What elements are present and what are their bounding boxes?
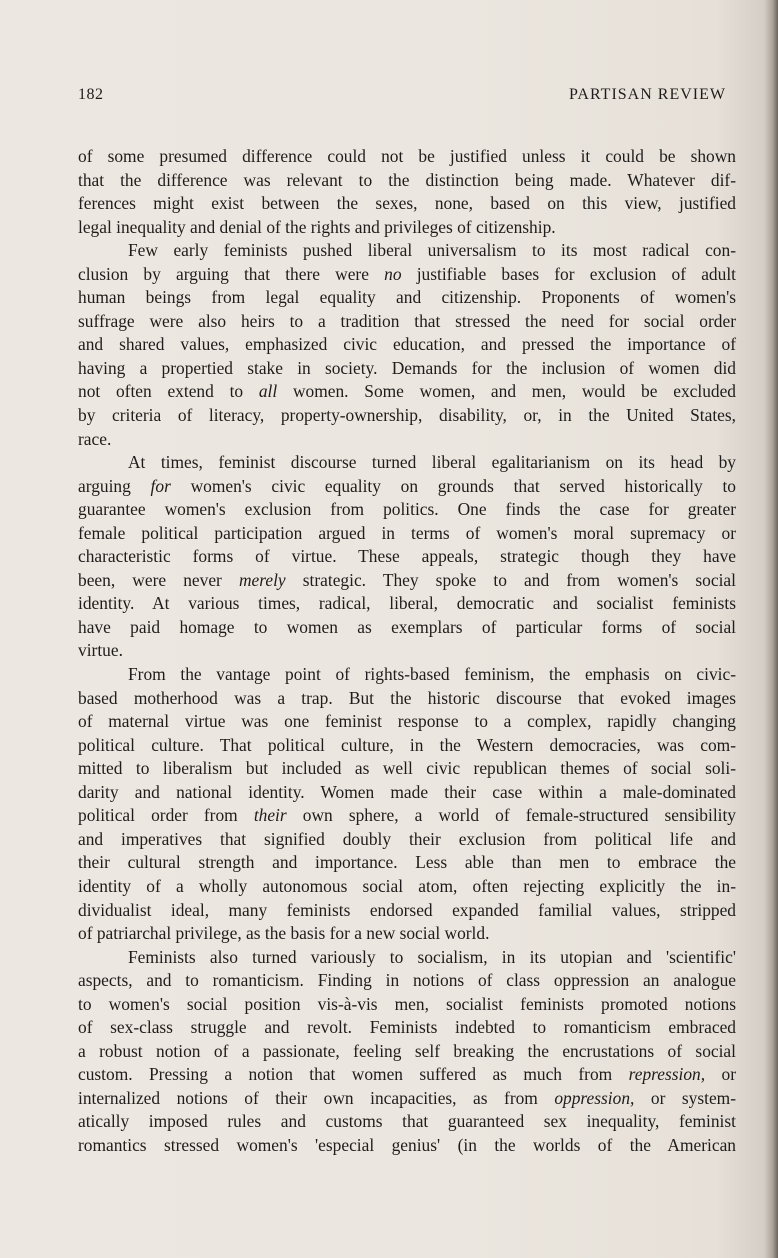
text-line: ferences might exist between the sexes, none, based on this view, justified [78,193,736,214]
text-line: race. [78,428,112,449]
text-line: having a propertied stake in society. Demands for the inclusion of women did [78,357,736,378]
text-line: and shared values, emphasized civic education, and pressed the importance of [78,334,736,355]
text-line: darity and national identity. Women made their case within a male-dominated [78,781,736,802]
text-line: identity of a wholly autonomous social atom, often rejecting explicitly the in- [78,875,736,896]
page-edge-shadow [764,0,778,1258]
text-line: aspects, and to romanticism. Finding in notions of class oppression an analogue [78,970,736,991]
text-line: political order from their own sphere, a world of female-structured sensibility [78,805,737,826]
text-line: characteristic forms of virtue. These appeals, strategic though they have [78,546,736,567]
italic-emphasis: their [253,805,287,826]
text-line: clusion by arguing that there were no justifiable bases for exclusion of adult [78,263,736,284]
italic-emphasis: merely [238,569,286,590]
text-line: romantics stressed women's 'especial genius' (in the worlds of the American [78,1134,736,1155]
text-line: been, were never merely strategic. They spoke to and from women's social [78,569,736,590]
text-line: a robust notion of a passionate, feeling self breaking the encrustations of social [78,1040,736,1061]
text-line: From the vantage point of rights-based feminism, the emphasis on civic- [128,664,736,685]
text-line: female political participation argued in terms of women's moral supremacy or [78,522,736,543]
text-line: Feminists also turned variously to socialism, in its utopian and 'scientific' [128,946,736,967]
page-number: 182 [78,86,104,103]
text-line: identity. At various times, radical, liberal, democratic and socialist feminists [78,593,736,614]
text-line: arguing for women's civic equality on grounds that served historically to [78,475,737,496]
text-line: virtue. [78,640,123,661]
italic-emphasis: oppression, [554,1087,635,1108]
text-line: that the difference was relevant to the distinction being made. Whatever dif- [78,169,736,190]
text-line: atically imposed rules and customs that guaranteed sex inequality, feminist [78,1111,736,1132]
text-line: to women's social position vis-à-vis men, socialist feminists promoted notions [78,993,736,1014]
running-head: PARTISAN REVIEW [568,86,726,103]
text-line: of sex-class struggle and revolt. Feminists indebted to romanticism embraced [78,1017,736,1038]
text-line: political culture. That political culture, in the Western democracies, was com- [78,734,736,755]
text-line: human beings from legal equality and citizenship. Proponents of women's [78,287,736,308]
italic-emphasis: for [150,475,171,496]
text-line: custom. Pressing a notion that women suffered as much from repression, or [78,1064,736,1085]
text-line: based motherhood was a trap. But the historic discourse that evoked images [78,687,736,708]
text-line: of maternal virtue was one feminist response to a complex, rapidly changing [78,711,736,732]
text-line: of patriarchal privilege, as the basis for a new social world. [78,923,490,944]
text-line: of some presumed difference could not be justified unless it could be shown [78,146,736,166]
italic-emphasis: repression, [628,1064,706,1085]
text-line: their cultural strength and importance. Less able than men to embrace the [78,852,736,873]
italic-emphasis: all [258,381,278,402]
text-line: Few early feminists pushed liberal universalism to its most radical con- [128,240,736,261]
text-line: At times, feminist discourse turned liberal egalitarianism on its head by [128,452,736,473]
text-line: by criteria of literacy, property-ownership, disability, or, in the United States, [78,405,736,426]
text-line: legal inequality and denial of the rights and privileges of citizenship. [78,216,556,237]
text-line: internalized notions of their own incapacities, as from oppression, or system- [78,1087,736,1108]
text-line: guarantee women's exclusion from politics. One finds the case for greater [78,499,736,520]
text-line: suffrage were also heirs to a tradition that stressed the need for social order [78,310,736,331]
italic-emphasis: no [384,263,402,284]
text-line: not often extend to all women. Some women, and men, would be excluded [78,381,736,402]
body-text [78,145,736,1158]
text-line: have paid homage to women as exemplars of particular forms of social [78,616,736,637]
text-line: and imperatives that signified doubly their exclusion from political life and [78,828,736,849]
text-line: mitted to liberalism but included as well civic republican themes of social soli- [78,758,736,779]
page-header [78,86,726,108]
text-line: dividualist ideal, many feminists endorsed expanded familial values, stripped [78,899,736,920]
